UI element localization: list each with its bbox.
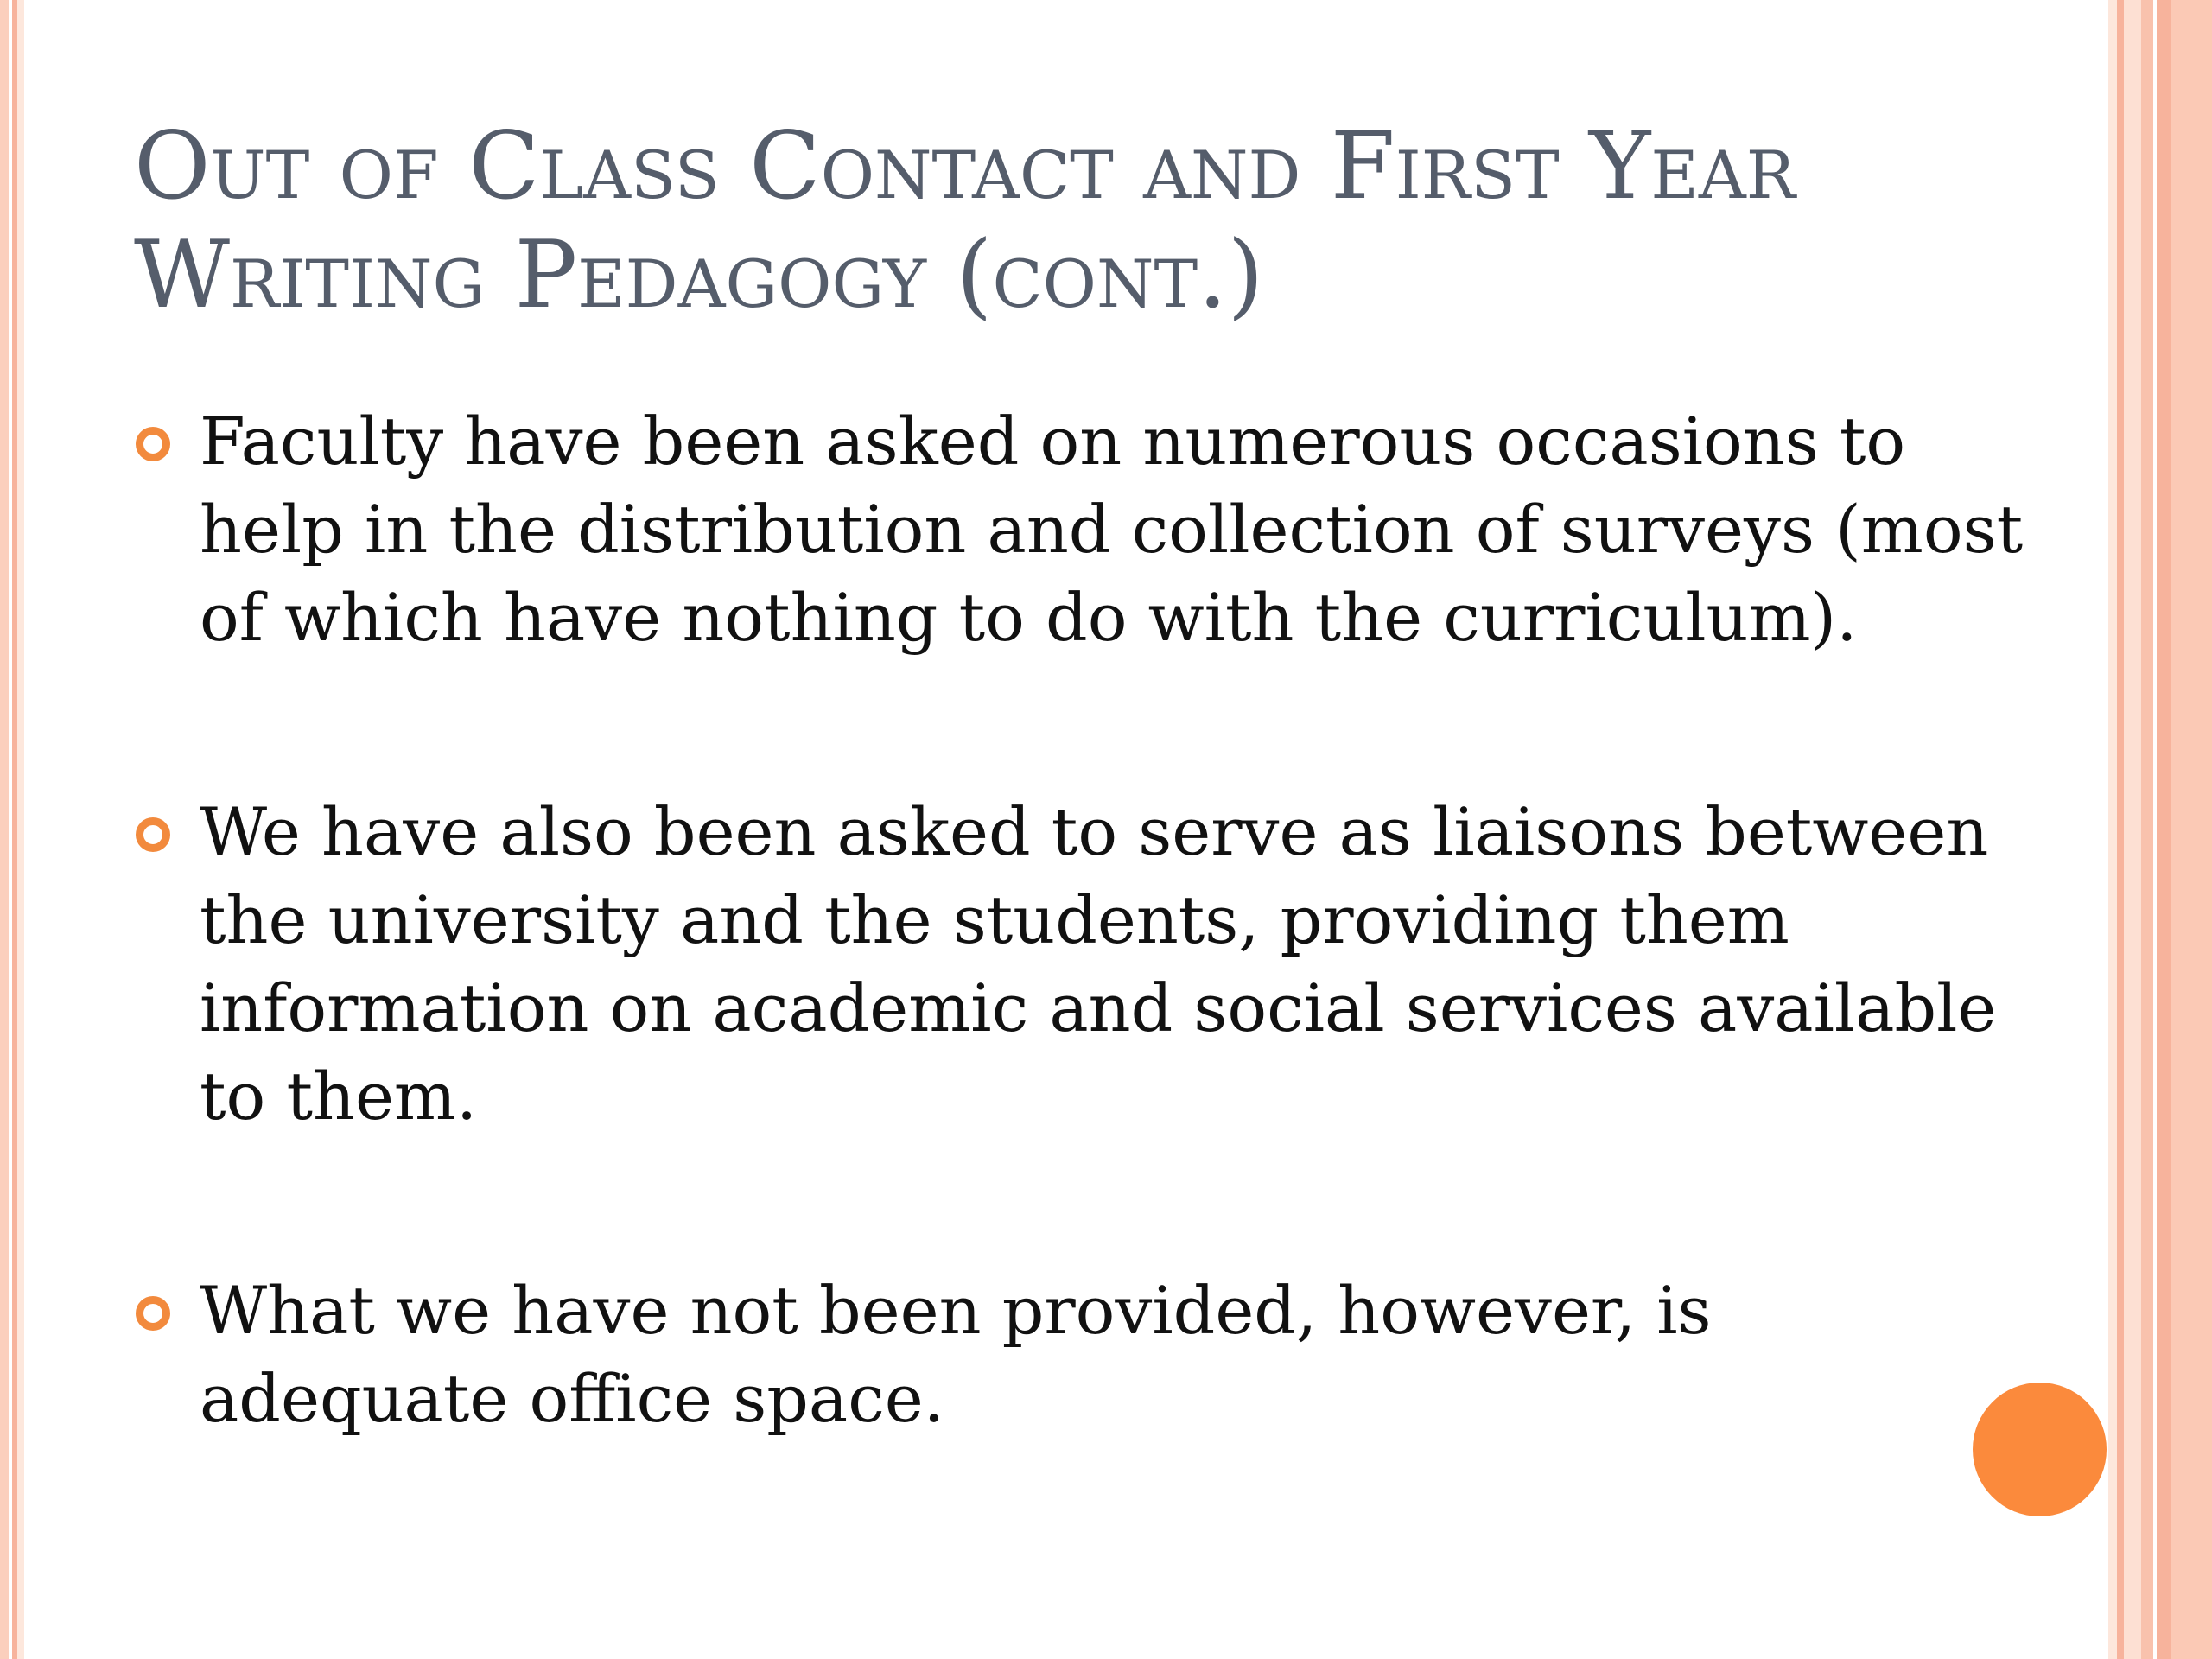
left-border-stripe xyxy=(17,0,24,1659)
bullet-list xyxy=(134,397,2035,1443)
bullet-text: We have also been asked to serve as liaisons between the university and the students, providing them information on academic and social services available to them. xyxy=(200,793,1997,1135)
bullet-item xyxy=(134,788,2035,1141)
bullet-item xyxy=(134,397,2035,662)
hollow-circle-icon xyxy=(136,427,170,461)
right-border-stripe xyxy=(2157,0,2171,1659)
right-border-stripe xyxy=(2124,0,2141,1659)
hollow-circle-icon xyxy=(136,1296,170,1331)
hollow-circle-icon xyxy=(136,817,170,852)
right-border-stripe xyxy=(2117,0,2124,1659)
left-border-stripe xyxy=(0,0,9,1659)
right-border-stripe xyxy=(2171,0,2212,1659)
bullet-text: Faculty have been asked on numerous occasions to help in the distribution and collection of surveys (most of which have nothing to do with the curriculum). xyxy=(200,403,2024,656)
filled-circle-icon xyxy=(1973,1382,2107,1516)
bullet-text: What we have not been provided, however, is adequate office space. xyxy=(200,1272,1712,1437)
right-border-stripe xyxy=(2141,0,2153,1659)
right-border-stripe xyxy=(2108,0,2117,1659)
bullet-item xyxy=(134,1267,2035,1443)
slide-title: Out of Class Contact and First Year Writing Pedagogy (cont.) xyxy=(134,112,1796,329)
